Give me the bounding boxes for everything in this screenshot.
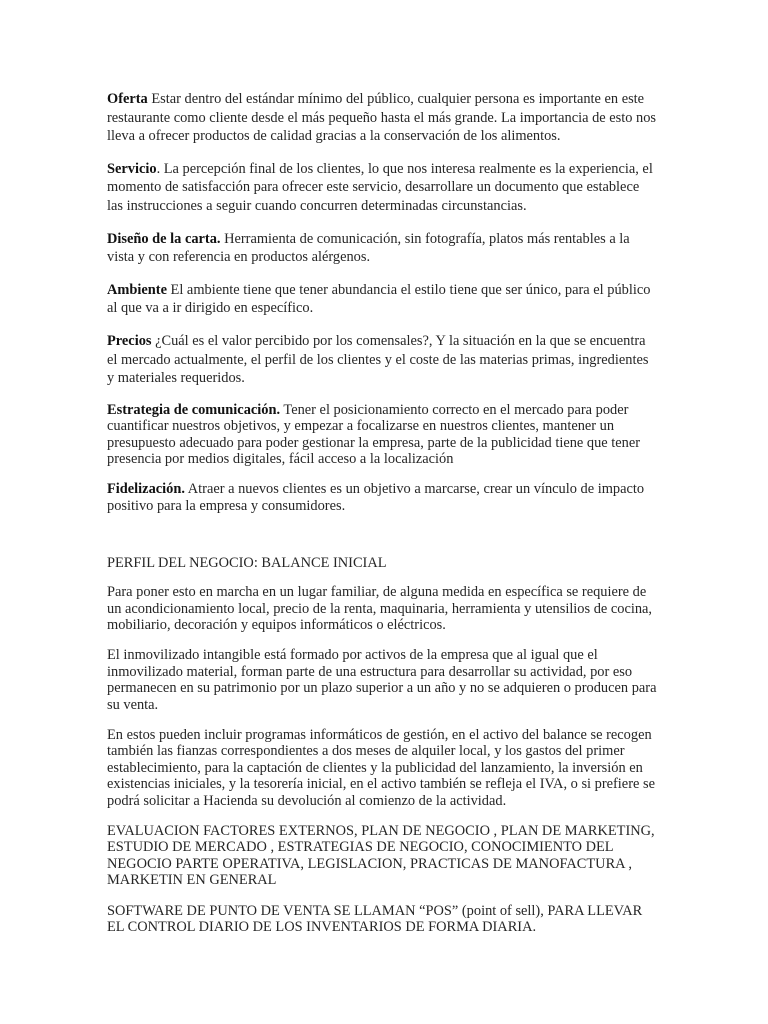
section-text: El ambiente tiene que tener abundancia el estilo tiene que ser único, para el público al que va a ir dirigido en específico. [107,281,651,317]
paragraph-software-pos: SOFTWARE DE PUNTO DE VENTA SE LLAMAN “POS” (point of sell), PARA LLEVAR EL CONTROL DIARIO DE LOS INVENTARIOS DE FORMA DIARIA. [107,902,643,936]
section-ambiente [107,281,657,318]
paragraph-programas: En estos pueden incluir programas informáticos de gestión, en el activo del balance se recogen también las fianzas correspondientes a dos meses de alquiler local, y los gastos del primer establecimiento, para la captación de clientes y la publicidad del lanzamiento, la inversión en existencias iniciales, y la tesorería inicial, en el activo también se refleja el IVA, o si prefiere se podrá solicitar a Hacienda su devolución al comienzo de la actividad. [107,727,655,809]
paragraph-evaluacion: EVALUACION FACTORES EXTERNOS, PLAN DE NEGOCIO , PLAN DE MARKETING, ESTUDIO DE MERCADO , ESTRATEGIAS DE NEGOCIO, CONOCIMIENTO DEL NEGOCIO PARTE OPERATIVA, LEGISLACION, PRACTICAS DE MANOFACTURA , MARKETIN EN GENERAL [107,823,655,889]
section-text: . La percepción final de los clientes, lo que nos interesa realmente es la experiencia, el momento de satisfacción para ofrecer este servicio, desarrollare un documento que establece las instrucciones a seguir cuando concurren determinadas circunstancias. [107,160,653,214]
section-fidelizacion [107,481,657,514]
blank-line [107,528,657,554]
section-precios [107,332,657,388]
paragraph-inmovilizado: El inmovilizado intangible está formado por activos de la empresa que al igual que el inmovilizado material, forman parte de una estructura para desarrollar su actividad, por eso permanecen en su patrimonio por un plazo superior a un año y no se adquieren o producen para su venta. [107,647,657,713]
section-text: ¿Cuál es el valor percibido por los comensales?, Y la situación en la que se encuentra el mercado actualmente, el perfil de los clientes y el coste de las materias primas, ingredientes y materiales requeridos. [107,332,649,387]
document-body [107,90,657,949]
section-text: Tener el posicionamiento correcto en el mercado para poder cuantificar nuestros objetivos, y empezar a focalizarse en nuestros clientes, mantener un presupuesto adecuado para poder gestionar la empresa, parte de la publicidad tiene que tener presencia por medios digitales, fácil acceso a la localización [107,401,641,467]
section-label: Estrategia de comunicación. [107,401,281,418]
section-label: Ambiente [107,281,167,298]
section-label: Fidelización. [107,481,185,498]
section-text: Herramienta de comunicación, sin fotografía, platos más rentables a la vista y con referencia en productos alérgenos. [107,230,630,266]
section-heading: PERFIL DEL NEGOCIO: BALANCE INICIAL [107,555,387,572]
section-label: Oferta [107,91,148,107]
section-oferta [107,90,657,146]
section-label: Diseño de la carta. [107,230,221,247]
section-text: Estar dentro del estándar mínimo del público, cualquier persona es importante en este restaurante como cliente desde el más pequeño hasta el más grande. La importancia de esto nos lleva a ofrecer productos de calidad gracias a la conservación de los alimentos. [107,91,657,145]
section-diseno-carta [107,230,657,267]
section-text: Atraer a nuevos clientes es un objetivo a marcarse, crear un vínculo de impacto positivo para la empresa y consumidores. [107,481,645,514]
section-label: Precios [107,332,152,349]
section-estrategia-comunicacion [107,402,657,468]
paragraph-balance-inicial: Para poner esto en marcha en un lugar familiar, de alguna medida en específica se requiere de un acondicionamiento local, precio de la renta, maquinaria, herramienta y utensilios de cocina, mobiliario, decoración y equipos informáticos o eléctricos. [107,584,653,633]
section-servicio [107,160,657,216]
section-label: Servicio [107,160,157,177]
heading-gap [107,572,657,584]
